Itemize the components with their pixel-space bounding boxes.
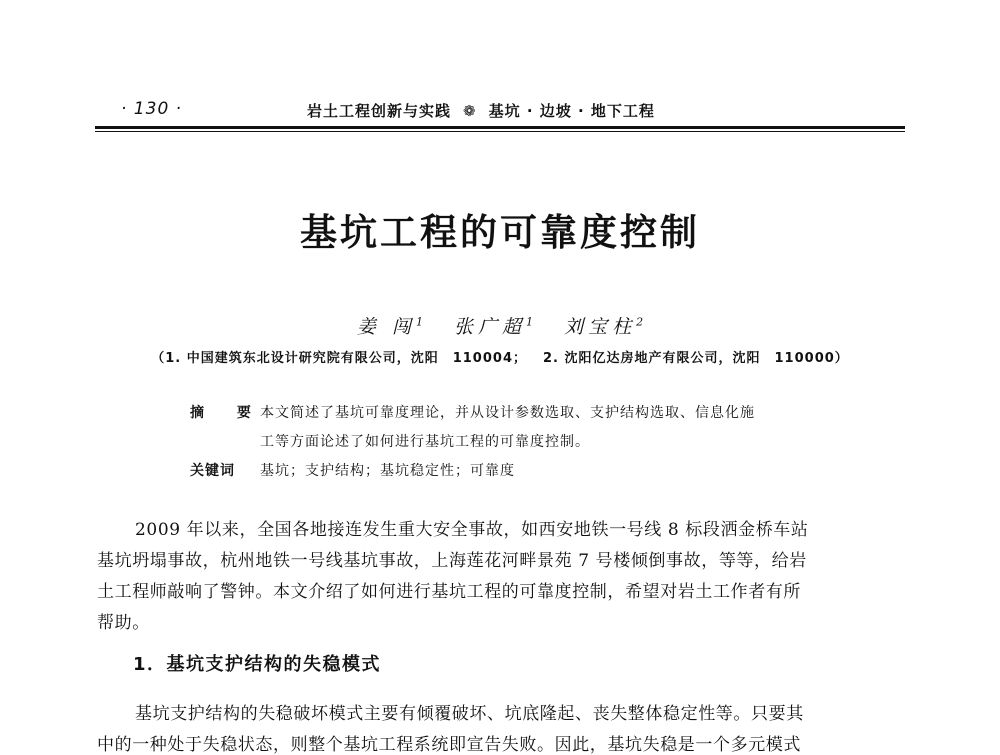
- paper-title: 基坑工程的可靠度控制: [300, 210, 700, 254]
- section-heading: 1．基坑支护结构的失稳模式: [133, 654, 382, 675]
- abstract-label: 摘 要: [190, 405, 265, 421]
- body-line: 土工程师敲响了警钟。本文介绍了如何进行基坑工程的可靠度控制，希望对岩土工作者有所: [97, 582, 801, 602]
- body-line: 基坑坍塌事故，杭州地铁一号线基坑事故，上海莲花河畔景苑 7 号楼倾倒事故，等等，给岩: [97, 551, 807, 571]
- affiliations: [0, 347, 1000, 366]
- section-name: 基坑 · 边坡 · 地下工程: [488, 102, 655, 120]
- author: 张广超$^1$: [454, 315, 534, 338]
- journal-name: 岩土工程创新与实践: [307, 102, 452, 120]
- header-rule-thick: [95, 126, 905, 129]
- body-line: 中的一种处于失稳状态，则整个基坑工程系统即宣告失败。因此，基坑失稳是一个多元模式: [97, 735, 801, 755]
- affiliation: 2. 沈阳亿达房地产有限公司，沈阳 110000）: [543, 351, 849, 366]
- abstract-line: 工等方面论述了如何进行基坑工程的可靠度控制。: [260, 434, 590, 450]
- body-line: 帮助。: [97, 613, 150, 633]
- abstract-line: 本文简述了基坑可靠度理论，并从设计参数选取、支护结构选取、信息化施: [260, 405, 755, 421]
- author-list: [0, 312, 1000, 339]
- header-rule-thin: [95, 131, 905, 132]
- author: 姜 闯$^1$: [356, 315, 423, 338]
- body-line: 基坑支护结构的失稳破坏模式主要有倾覆破坏、坑底隆起、丧失整体稳定性等。只要其: [135, 704, 804, 724]
- body-line: 2009 年以来，全国各地接连发生重大安全事故，如西安地铁一号线 8 标段洒金桥车站: [135, 520, 809, 540]
- running-title: [307, 100, 655, 121]
- page-number: · 130 ·: [121, 99, 183, 119]
- author: 刘宝柱$^2$: [564, 315, 644, 338]
- keywords-label: 关键词: [190, 463, 235, 479]
- affiliation: （1. 中国建筑东北设计研究院有限公司，沈阳 110004；: [151, 351, 527, 366]
- keywords-text: 基坑；支护结构；基坑稳定性；可靠度: [260, 463, 515, 479]
- running-header: [95, 99, 905, 121]
- ornament-icon: ❁: [463, 102, 477, 120]
